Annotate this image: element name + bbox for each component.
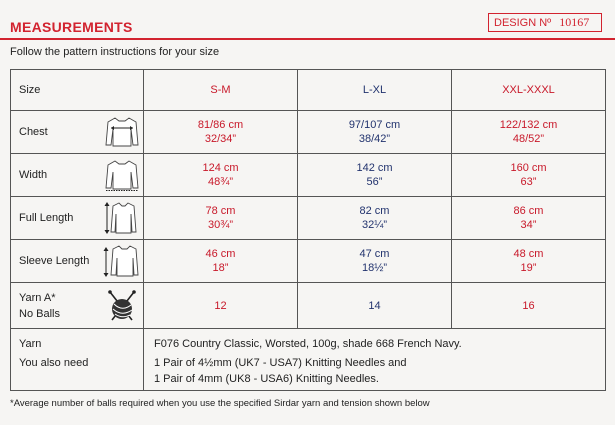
sleeve-length-icon — [101, 243, 143, 279]
needles-line-1: 1 Pair of 4½mm (UK7 - USA7) Knitting Needles and — [154, 357, 407, 369]
full-length-l-xl-cm: 82 cm — [359, 205, 390, 217]
full-length-xxl-xxxl — [452, 197, 606, 240]
chest-s-m-in: 32/34” — [204, 133, 237, 145]
full-length-label-cell — [11, 197, 144, 240]
size-label: Size — [19, 84, 41, 96]
size-header-l-xl: L-XL — [298, 70, 452, 111]
sleeve-length-row — [11, 240, 606, 283]
sweater-length-icon — [101, 200, 143, 236]
yarn-info: F076 Country Classic, Worsted, 100g, shade 668 French Navy. — [154, 338, 462, 350]
yarn-a-label — [11, 290, 101, 322]
width-xxl-in: 63” — [520, 176, 537, 188]
width-row — [11, 154, 606, 197]
size-row — [11, 70, 606, 111]
full-length-l-xl — [298, 197, 452, 240]
yarn-a-label-line1: Yarn A* — [19, 291, 56, 304]
full-length-s-m-in: 30¾” — [207, 219, 234, 231]
you-also-need-label: You also need — [19, 357, 89, 369]
full-length-s-m — [144, 197, 298, 240]
width-s-m-cm: 124 cm — [202, 162, 239, 174]
chest-xxl-xxxl — [452, 111, 606, 154]
sleeve-s-m-cm: 46 cm — [205, 248, 236, 260]
full-length-s-m-cm: 78 cm — [205, 205, 236, 217]
yarn-a-s-m: 12 — [144, 283, 298, 329]
chest-l-xl-in: 38/42” — [358, 133, 391, 145]
size-header-xxl-xxxl: XXL-XXXL — [452, 70, 606, 111]
yarn-row — [11, 329, 606, 391]
chest-label-cell — [11, 111, 144, 154]
needles-line-2: 1 Pair of 4mm (UK8 - USA6) Knitting Needles. — [154, 373, 379, 385]
sweater-width-icon — [101, 158, 143, 192]
sleeve-length-l-xl — [298, 240, 452, 283]
design-number-box — [488, 13, 602, 32]
measurements-table — [10, 69, 606, 391]
chest-xxl-cm: 122/132 cm — [499, 119, 558, 131]
chest-l-xl-cm: 97/107 cm — [348, 119, 401, 131]
sleeve-l-xl-in: 18½” — [361, 262, 388, 274]
width-xxl-cm: 160 cm — [510, 162, 547, 174]
size-label-cell — [11, 70, 144, 111]
width-l-xl — [298, 154, 452, 197]
full-length-xxl-in: 34” — [520, 219, 537, 231]
yarn-a-l-xl: 14 — [298, 283, 452, 329]
chest-xxl-in: 48/52” — [512, 133, 545, 145]
width-s-m — [144, 154, 298, 197]
width-label: Width — [19, 169, 48, 181]
chest-label: Chest — [19, 126, 48, 138]
footnote: *Average number of balls required when you use the specified Sirdar yarn and tension shown below — [10, 398, 430, 409]
width-label-cell — [11, 154, 144, 197]
yarn-info-cell — [144, 329, 606, 391]
sleeve-xxl-cm: 48 cm — [513, 248, 544, 260]
width-l-xl-in: 56” — [366, 176, 383, 188]
yarn-a-xxl-xxxl: 16 — [452, 283, 606, 329]
intro-text: Follow the pattern instructions for your size — [10, 46, 220, 58]
width-xxl-xxxl — [452, 154, 606, 197]
sleeve-length-label-cell — [11, 240, 144, 283]
full-length-xxl-cm: 86 cm — [513, 205, 544, 217]
chest-s-m — [144, 111, 298, 154]
header-divider — [0, 38, 615, 40]
sleeve-length-s-m — [144, 240, 298, 283]
yarn-a-row — [11, 283, 606, 329]
width-s-m-in: 48¾” — [207, 176, 234, 188]
sweater-chest-icon — [101, 115, 143, 149]
sleeve-length-label: Sleeve Length — [19, 255, 90, 267]
sleeve-length-xxl-xxxl — [452, 240, 606, 283]
page-title: MEASUREMENTS — [10, 19, 133, 35]
full-length-row — [11, 197, 606, 240]
full-length-l-xl-in: 32¼” — [361, 219, 388, 231]
chest-l-xl — [298, 111, 452, 154]
sleeve-s-m-in: 18” — [212, 262, 229, 274]
full-length-label: Full Length — [19, 212, 74, 224]
design-label: DESIGN Nº — [494, 17, 552, 29]
design-number: 10167 — [559, 15, 590, 29]
width-l-xl-cm: 142 cm — [356, 162, 393, 174]
yarn-ball-needles-icon — [101, 288, 143, 324]
yarn-a-label-cell — [11, 283, 144, 329]
chest-row — [11, 111, 606, 154]
sleeve-l-xl-cm: 47 cm — [359, 248, 390, 260]
sleeve-xxl-in: 19” — [520, 262, 537, 274]
yarn-a-label-line2: No Balls — [19, 307, 60, 320]
yarn-label-cell — [11, 329, 144, 391]
size-header-s-m: S-M — [144, 70, 298, 111]
chest-s-m-cm: 81/86 cm — [197, 119, 244, 131]
yarn-label: Yarn — [19, 338, 42, 350]
